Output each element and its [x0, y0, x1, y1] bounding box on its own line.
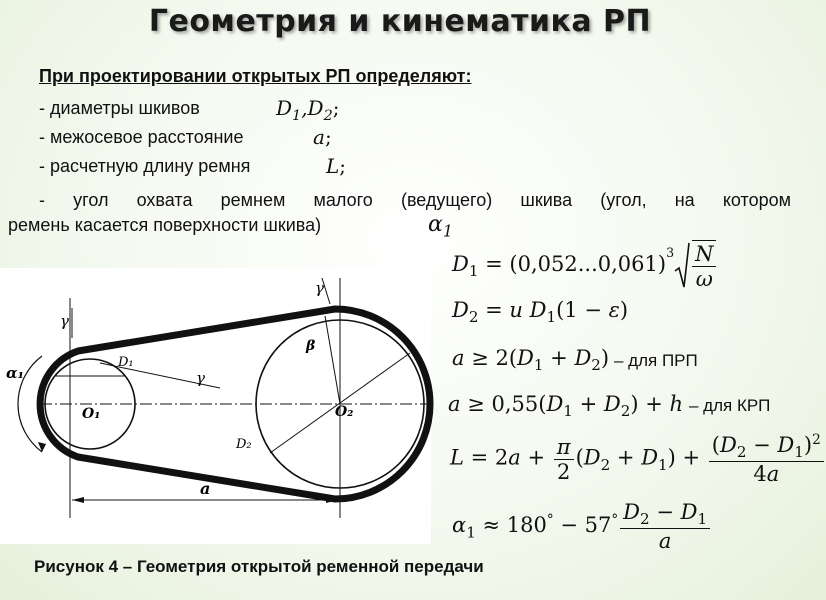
- radical-icon: [674, 241, 690, 291]
- symbol-a: a;: [313, 125, 332, 149]
- label-gamma-mid: γ: [196, 369, 205, 387]
- label-alpha1: α₁: [6, 364, 25, 382]
- belt-drive-diagram: [0, 268, 431, 544]
- label-a: a: [200, 479, 211, 498]
- item-belt-length: [39, 156, 250, 177]
- label-gamma-left: γ: [60, 312, 69, 330]
- root-sign: [674, 241, 690, 291]
- item-center-distance-text: - межосевое расстояние: [39, 127, 244, 147]
- note-krp: – для КРП: [689, 396, 771, 415]
- radius-line: [325, 316, 340, 404]
- belt-drive-drawing: [0, 268, 431, 544]
- label-d2: D₂: [236, 437, 252, 452]
- figure-caption: Рисунок 4 – Геометрия открытой ременной передачи: [34, 557, 484, 576]
- symbol-alpha1: $\alpha_1$: [428, 212, 453, 241]
- formula-L: L = 2a + $\frac{\pi}{2}$ $(D_2 + D_1)$ + $\frac{(D_2 - D_1)^2}{4a}$: [450, 432, 826, 486]
- item-angle-line2: ремень касается поверхности шкива): [8, 215, 322, 235]
- arrow-left-icon: [72, 497, 84, 503]
- formula-d2: $D_2 = u$ $D_1(1 - \varepsilon)$: [452, 298, 629, 327]
- label-o2: O₂: [335, 404, 354, 420]
- formula-a-prp: $a \ge 2(D_1 + D_2)$: [452, 346, 610, 375]
- symbol-L: L;: [326, 154, 347, 178]
- note-prp: – для ПРП: [614, 351, 698, 370]
- subheading: При проектировании открытых РП определяют:: [39, 66, 472, 86]
- item-diameters: [39, 98, 200, 119]
- item-diameters-text: - диаметры шкивов: [39, 98, 200, 118]
- formula-alpha1: $\alpha_1 \approx 180^\circ - 57^\circ$ $\frac{D_2 - D_1}{a}$: [452, 500, 712, 553]
- item-angle-line1: - угол охвата ремнем малого (ведущего) шкива (угол, на котором: [39, 190, 791, 210]
- page-title: Геометрия и кинематика РП: [148, 4, 652, 39]
- label-beta: β: [306, 338, 316, 354]
- label-o1: O₁: [82, 406, 101, 422]
- label-d1: D₁: [118, 355, 134, 370]
- formula-a-krp: $a \ge 0,55(D_1 + D_2) + h$: [448, 392, 683, 421]
- label-gamma-right: γ: [315, 279, 324, 297]
- item-belt-length-text: - расчетную длину ремня: [39, 156, 251, 176]
- formula-d1: $D_1 = (0,052...0,061)^3$ $\frac{N}{\omega}$: [452, 240, 718, 291]
- symbol-d1-d2: $D_1,D_2$;: [276, 96, 340, 124]
- item-center-distance: [39, 127, 243, 148]
